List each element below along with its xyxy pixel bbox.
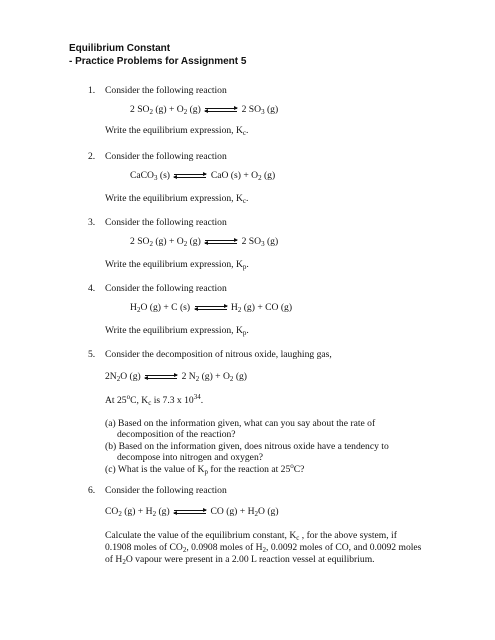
q2-reactants: CaCO$_3$ (s) [130,170,171,183]
q3-prompt: Consider the following reaction [105,217,227,228]
document-title: Equilibrium Constant [69,43,171,54]
equilibrium-arrow-icon [174,172,206,180]
q1-number: 1. [88,85,96,96]
q2-ask: Write the equilibrium expression, $K_c$. [105,193,249,205]
q5-reactants: $2N_2O$ (g) [105,371,141,384]
q5-subquestions [105,418,435,475]
q3-ask: Write the equilibrium expression, $K_p$. [105,259,249,271]
q6-number: 6. [88,485,96,496]
q2-number: 2. [88,151,96,162]
q5-prompt: Consider the decomposition of nitrous oxide, laughing gas, [105,349,332,360]
equilibrium-arrow-icon [174,508,206,516]
q5-part-a: (a) Based on the information given, what can you say about the rate of decomposition of the reaction? [105,418,376,440]
q6-prompt: Consider the following reaction [105,485,227,496]
q4-reactants: $H_2O$ (g) + C (s) [130,302,191,315]
q5-equation [105,371,247,382]
q2-products: CaO $(s) + O_2$ (g) [210,170,276,183]
equilibrium-arrow-icon [145,373,177,381]
q6-calc-line-2: 0.1908 moles of $CO_2$, 0.0908 moles of $H_2$, 0.0092 moles of CO, and 0.0092 moles [105,542,422,554]
q6-calc-line-3: of $H_2O$ vapour were present in a 2.00 L reaction vessel at equilibrium. [105,554,375,566]
q1-products: 2 $SO_3$ (g) [241,104,279,117]
q4-products: $H_2$ (g) + CO (g) [230,302,293,315]
q6-equation [105,506,279,517]
q1-reactants: 2 $SO_2$ $(g) + O_2$ (g) [130,104,201,117]
q5-products: 2 $N_2$ $(g) + O_2$ (g) [181,371,248,384]
q5-number: 5. [88,349,96,360]
q1-ask: Write the equilibrium expression, $K_c$. [105,125,249,137]
q1-prompt: Consider the following reaction [105,85,227,96]
q3-products: 2 $SO_3$ (g) [241,236,279,249]
q1-equation [130,104,278,115]
q3-equation [130,236,278,247]
q6-reactants: $CO_2$ $(g) + H_2$ (g) [105,506,170,519]
q4-equation [130,302,292,313]
q4-ask: Write the equilibrium expression, $K_p$. [105,325,249,337]
q5-part-b: (b) Based on the information given, does nitrous oxide have a tendency to decompose into nitrogen and oxygen? [105,441,389,463]
equilibrium-arrow-icon [205,106,237,114]
q3-number: 3. [88,217,96,228]
q3-reactants: 2 $SO_2$ $(g) + O_2$ (g) [130,236,201,249]
q5-part-c: (c) What is the value of $K_p$ for the reaction at 25$^o$C? [105,462,305,476]
q2-equation [130,170,275,181]
q5-kc-statement: At 25$^o$C, $K_c$ is 7.3 x $10^{34}$. [105,393,204,407]
q4-prompt: Consider the following reaction [105,283,227,294]
q6-products: CO $(g) + H_2O$ (g) [210,506,279,519]
document-subtitle: - Practice Problems for Assignment 5 [69,56,247,67]
q2-prompt: Consider the following reaction [105,151,227,162]
equilibrium-arrow-icon [195,304,227,312]
q6-calc-line-1: Calculate the value of the equilibrium constant, $K_c$ , for the above system, if [105,530,397,542]
equilibrium-arrow-icon [205,238,237,246]
q4-number: 4. [88,283,96,294]
